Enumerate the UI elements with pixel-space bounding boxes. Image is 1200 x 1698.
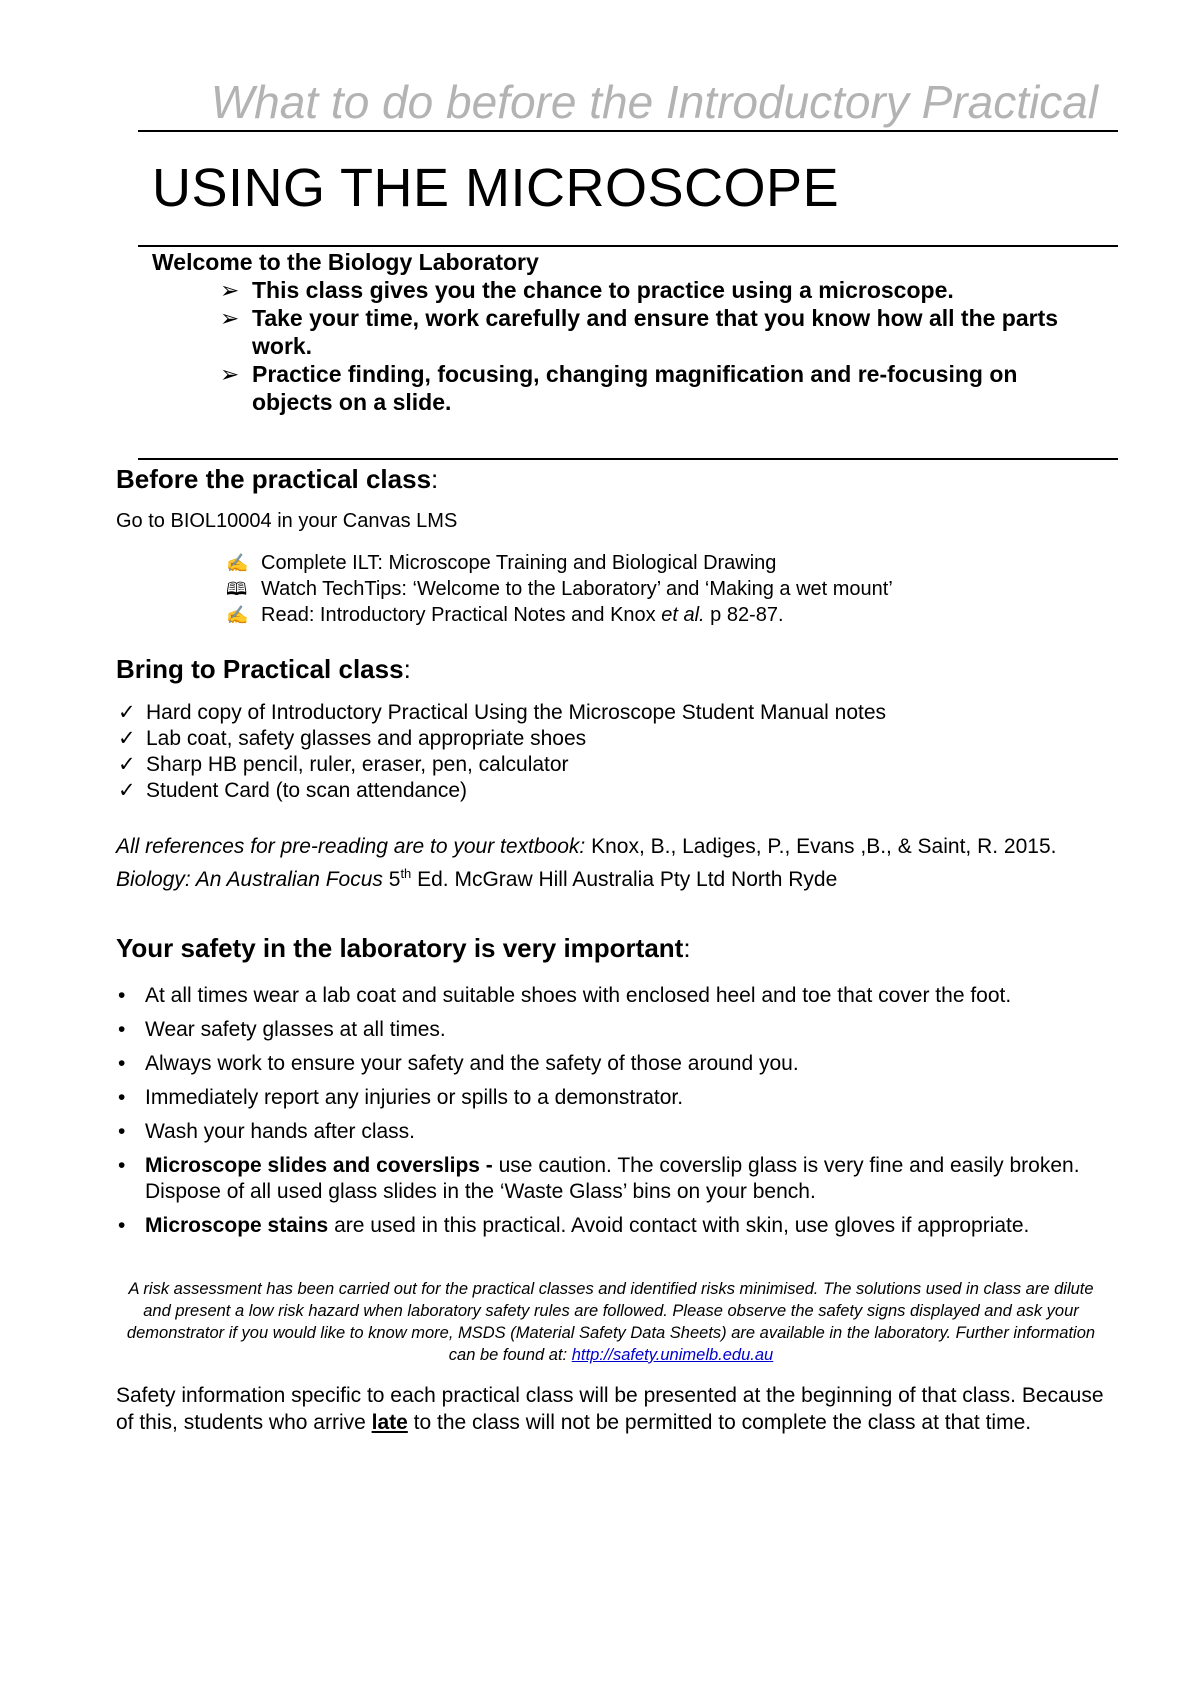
bullet-icon: • [118, 984, 126, 1007]
list-item: ✓ Student Card (to scan attendance) [118, 779, 468, 802]
list-item: ➢ This class gives you the chance to practice using a microscope. [220, 277, 954, 303]
reference-paragraph: All references for pre-reading are to your textbook: Knox, B., Ladiges, P., Evans ,B., & Saint, R. 2015. Biology: An Australian Focus 5th Ed. McGraw Hill Australia Pty Ltd North Ryde [116, 835, 1057, 891]
bullet-icon: • [118, 1086, 126, 1109]
writing-hand-icon: ✍ [226, 605, 249, 625]
welcome-heading: Welcome to the Biology Laboratory [152, 249, 539, 275]
list-item: • Microscope slides and coverslips - use caution. The coverslip glass is very fine and easily broken. Dispose of all used glass slides in the ‘Waste Glass’ bins on your bench. [118, 1154, 1080, 1203]
welcome-list [152, 276, 1092, 416]
closing-paragraph: Safety information specific to each practical class will be presented at the beginning of that class. Because of this, students who arrive late to the class will not be permitted to complete the class at that time. [116, 1384, 1104, 1434]
welcome-rule [138, 458, 1118, 460]
task-list [116, 550, 1106, 628]
before-heading: Before the practical class: [116, 464, 439, 494]
list-item: ✓ Hard copy of Introductory Practical Using the Microscope Student Manual notes [118, 701, 887, 724]
arrow-bullet-icon: ➢ [220, 277, 240, 303]
check-icon: ✓ [118, 727, 136, 750]
welcome-box [152, 248, 1092, 416]
list-item: ➢ Practice finding, focusing, changing magnification and re-focusing on objects on a slide. [220, 361, 1018, 415]
list-item: ✓ Sharp HB pencil, ruler, eraser, pen, calculator [118, 753, 569, 776]
check-icon: ✓ [118, 779, 136, 802]
bullet-icon: • [118, 1120, 126, 1143]
bring-heading: Bring to Practical class: [116, 654, 411, 684]
list-item: • Microscope stains are used in this practical. Avoid contact with skin, use gloves if appropriate. [118, 1214, 1030, 1237]
list-item: • Always work to ensure your safety and the safety of those around you. [118, 1052, 799, 1075]
list-item: • Wash your hands after class. [118, 1120, 416, 1143]
safety-link[interactable]: http://safety.unimelb.edu.au [571, 1346, 774, 1364]
check-icon: ✓ [118, 753, 136, 776]
safety-section [116, 933, 1106, 1247]
bullet-icon: • [118, 1154, 126, 1177]
header-title: What to do before the Introductory Practical [210, 76, 1098, 128]
list-item: • Immediately report any injuries or spills to a demonstrator. [118, 1086, 684, 1109]
safety-list [116, 983, 1106, 1239]
bring-list [116, 700, 1106, 804]
safety-heading: Your safety in the laboratory is very important: [116, 933, 691, 963]
bring-section [116, 654, 1106, 804]
bullet-icon: • [118, 1052, 126, 1075]
list-item: 🕮 Watch TechTips: ‘Welcome to the Laboratory’ and ‘Making a wet mount’ [226, 578, 893, 600]
open-book-icon: 🕮 [226, 579, 248, 599]
list-item: ✓ Lab coat, safety glasses and appropriate shoes [118, 727, 587, 750]
header-rule [138, 130, 1118, 132]
list-item: ✍ Complete ILT: Microscope Training and Biological Drawing [226, 552, 777, 574]
list-item: • At all times wear a lab coat and suitable shoes with enclosed heel and toe that cover the foot. [118, 984, 1012, 1007]
risk-assessment-note: A risk assessment has been carried out for the practical classes and identified risks minimised. The solutions used in class are dilute and present a low risk hazard when laboratory safety rules are followed. Please observe the safety signs displayed and ask your demonstrator if you would like to know more, MSDS (Material Safety Data Sheets) are available in the laboratory. Further information can be found at: http://safety.unimelb.edu.au [126, 1280, 1096, 1364]
bullet-icon: • [118, 1018, 126, 1041]
bullet-icon: • [118, 1214, 126, 1237]
list-item: • Wear safety glasses at all times. [118, 1018, 446, 1041]
arrow-bullet-icon: ➢ [220, 361, 240, 387]
main-title: USING THE MICROSCOPE [152, 158, 840, 218]
before-section [116, 464, 1106, 628]
writing-hand-icon: ✍ [226, 553, 249, 573]
title-rule [138, 245, 1118, 247]
before-intro: Go to BIOL10004 in your Canvas LMS [116, 510, 458, 532]
check-icon: ✓ [118, 701, 136, 724]
list-item: ✍ Read: Introductory Practical Notes and Knox et al. p 82-87. [226, 604, 784, 626]
late-emphasis: late [371, 1411, 408, 1434]
list-item: ➢ Take your time, work carefully and ensure that you know how all the parts work. [220, 305, 1059, 359]
arrow-bullet-icon: ➢ [220, 305, 240, 331]
